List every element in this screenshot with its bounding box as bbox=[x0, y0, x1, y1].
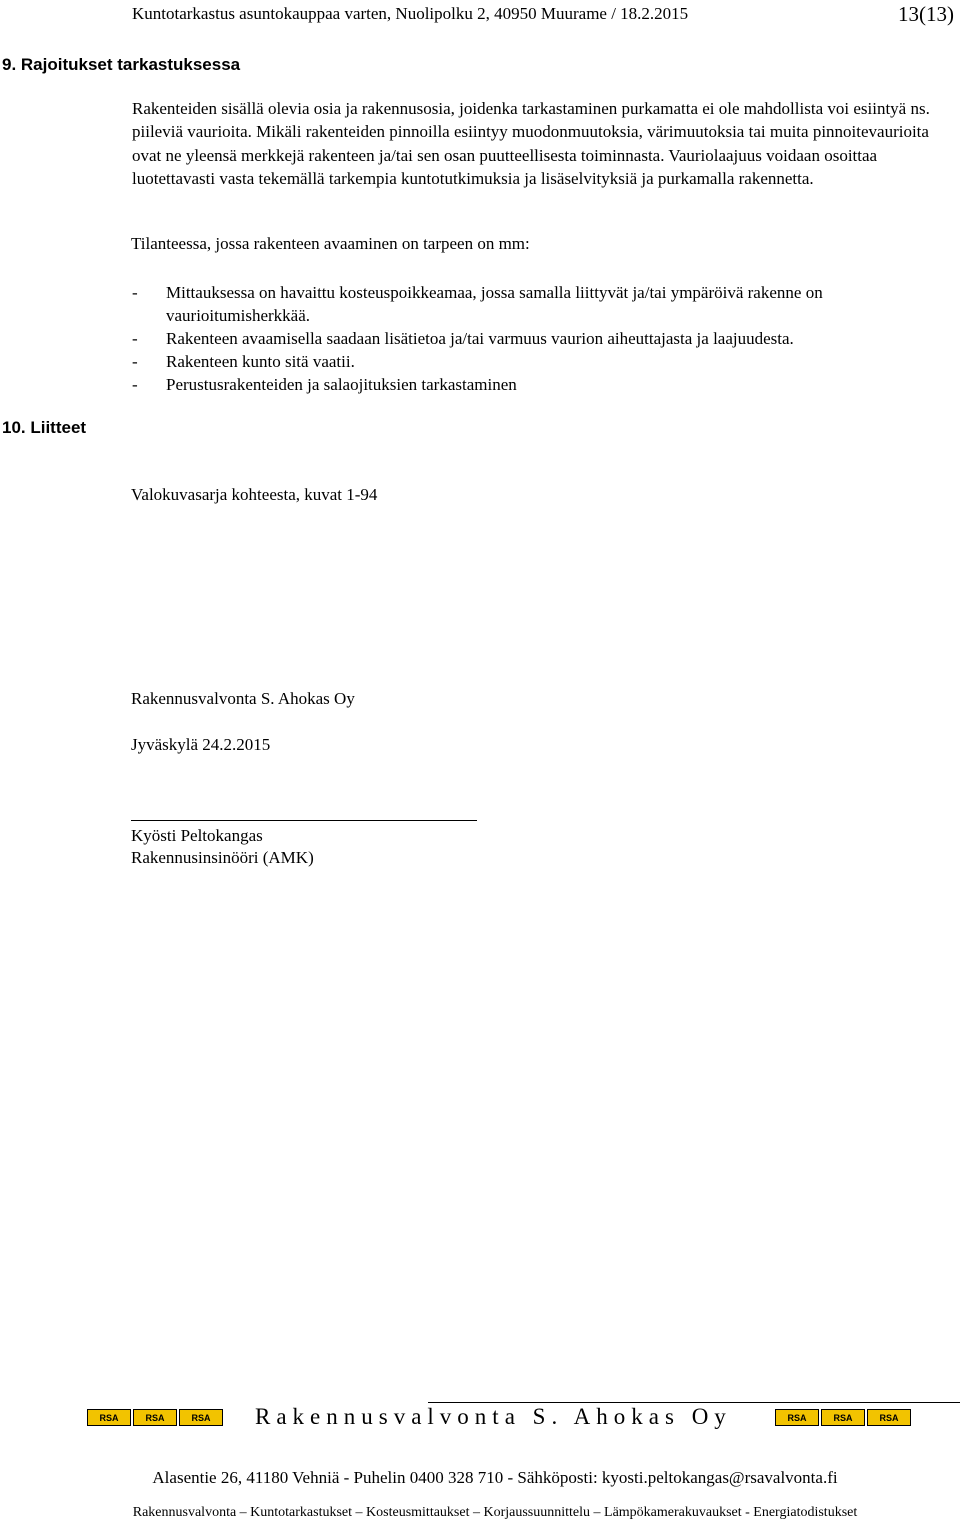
list-item bbox=[132, 327, 942, 350]
signer-name: Kyösti Peltokangas bbox=[131, 826, 263, 845]
list-item-text: Mittauksessa on havaittu kosteuspoikkeamaa, jossa samalla liittyvät ja/tai ympäröivä rakenne on vaurioitumisherkkää. bbox=[166, 283, 823, 325]
footer-logo-right bbox=[775, 1409, 911, 1426]
footer-services: Rakennusvalvonta – Kuntotarkastukset – Kosteusmittaukset – Korjaussuunnittelu – Lämpökamerakuvaukset - Energiatodistukset bbox=[132, 1505, 858, 1520]
signer-title: Rakennusinsinööri (AMK) bbox=[131, 848, 314, 867]
signature-place-date: Jyväskylä 24.2.2015 bbox=[131, 735, 271, 754]
header-title: Kuntotarkastus asuntokauppaa varten, Nuolipolku 2, 40950 Muurame / 18.2.2015 bbox=[132, 4, 689, 23]
list-item bbox=[132, 350, 942, 373]
footer-company-name: Rakennusvalvonta S. Ahokas Oy bbox=[255, 1404, 732, 1429]
footer-address: Alasentie 26, 41180 Vehniä - Puhelin 0400 328 710 - Sähköposti: kyosti.peltokangas@rsavalvonta.fi bbox=[152, 1468, 838, 1487]
list-item-text: Rakenteen avaamisella saadaan lisätietoa ja/tai varmuus vaurion aiheuttajasta ja laajuudesta. bbox=[166, 329, 794, 348]
list-item-text: Rakenteen kunto sitä vaatii. bbox=[166, 352, 355, 371]
footer-divider bbox=[428, 1402, 960, 1403]
list-dash: - bbox=[132, 375, 138, 394]
rsa-logo: RSA bbox=[775, 1409, 819, 1426]
rsa-logo: RSA bbox=[133, 1409, 177, 1426]
list-dash: - bbox=[132, 283, 138, 302]
section-9-paragraph-1 bbox=[132, 97, 942, 190]
footer-logo-left bbox=[87, 1409, 223, 1426]
section-9-heading: 9. Rajoitukset tarkastuksessa bbox=[2, 55, 241, 74]
section-10-heading: 10. Liitteet bbox=[2, 418, 87, 437]
rsa-logo: RSA bbox=[867, 1409, 911, 1426]
attachment-text: Valokuvasarja kohteesta, kuvat 1-94 bbox=[131, 485, 378, 504]
section-9-paragraph-2: Tilanteessa, jossa rakenteen avaaminen on tarpeen on mm: bbox=[131, 234, 530, 253]
rsa-logo: RSA bbox=[87, 1409, 131, 1426]
rsa-logo: RSA bbox=[179, 1409, 223, 1426]
list-dash: - bbox=[132, 329, 138, 348]
paragraph-text: Rakenteiden sisällä olevia osia ja rakennusosia, joidenka tarkastaminen purkamatta ei ole mahdollista voi esiintyä ns. piileviä vaurioita. Mikäli rakenteiden pinnoilla esiintyy muodonmuutoksia, värimuutoksia tai muita pinnoitevaurioita ovat ne yleensä merkkejä rakenteen ja/tai sen osan puutteellisesta toiminnasta. Vauriolaajuus voidaan osoittaa luotettavasti vasta tekemällä tarkempia kuntotutkimuksia ja lisäselvityksiä ja purkamalla rakennetta. bbox=[132, 99, 930, 188]
rsa-logo: RSA bbox=[821, 1409, 865, 1426]
signature-company: Rakennusvalvonta S. Ahokas Oy bbox=[131, 689, 355, 708]
section-9-list bbox=[132, 281, 942, 396]
page-number: 13(13) bbox=[898, 2, 954, 26]
signature-line bbox=[131, 820, 477, 821]
list-item-text: Perustusrakenteiden ja salaojituksien tarkastaminen bbox=[166, 375, 517, 394]
list-item bbox=[132, 281, 942, 327]
list-dash: - bbox=[132, 352, 138, 371]
list-item bbox=[132, 373, 942, 396]
